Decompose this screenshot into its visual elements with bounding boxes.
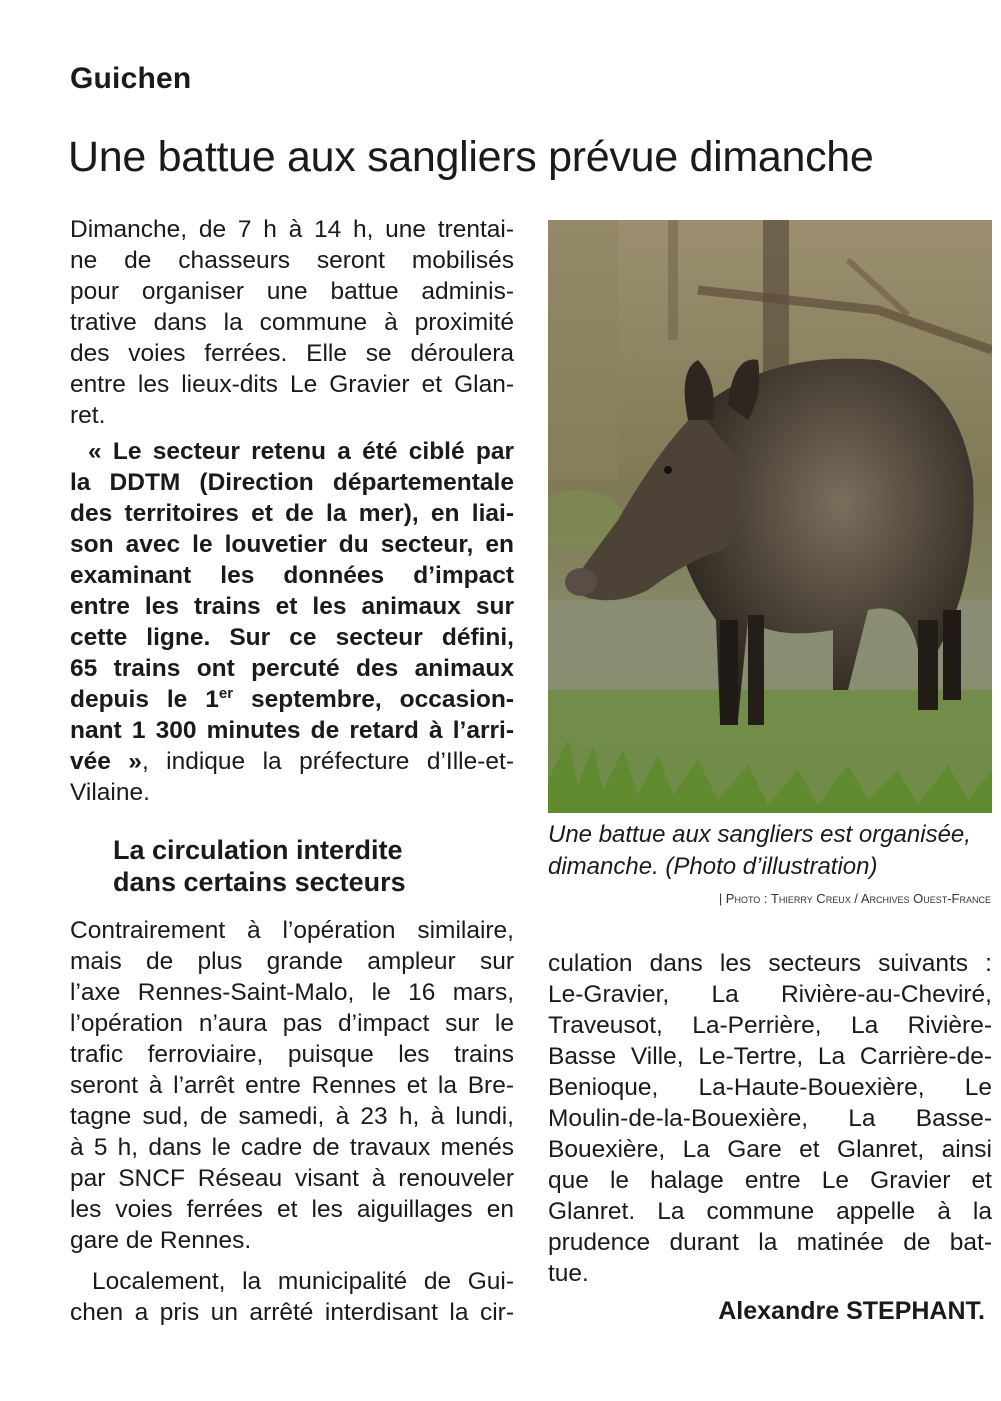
text-line: ne de chasseurs seront mobilisés (70, 247, 514, 274)
text-line: tue. (548, 1260, 589, 1287)
text-line: Le-Gravier, La Rivière-au-Cheviré, (548, 981, 992, 1008)
text-line: chen a pris un arrêté interdisant la cir- (70, 1299, 514, 1326)
text-line: gare de Rennes. (70, 1227, 252, 1254)
text-line: Vilaine. (70, 779, 150, 806)
text-line: par SNCF Réseau visant à renouveler (70, 1165, 514, 1192)
text-line: Bouexière, La Gare et Glanret, ainsi (548, 1136, 992, 1163)
text-line: l’axe Rennes-Saint-Malo, le 16 mars, (70, 979, 514, 1006)
quote-line: des territoires et de la mer), en liai- (70, 500, 514, 527)
text-line: seront à l’arrêt entre Rennes et la Bre- (70, 1072, 514, 1099)
text-line: des voies ferrées. Elle se déroulera (70, 340, 514, 367)
quote-end: vée » (70, 748, 142, 775)
text-line: Localement, la municipalité de Gui- (92, 1268, 514, 1295)
text-line: Moulin-de-la-Bouexière, La Basse- (548, 1105, 992, 1132)
text-line: Traveusot, La-Perrière, La Rivière- (548, 1012, 992, 1039)
text-line: que le halage entre Le Gravier et (548, 1167, 992, 1194)
photo-credit: | Photo : Thierry Creux / Archives Ouest-France (718, 891, 991, 906)
headline: Une battue aux sangliers prévue dimanche (68, 133, 874, 181)
text-line: à 5 h, dans le cadre de travaux menés (70, 1134, 514, 1161)
text-line: trative dans la commune à proximité (70, 309, 514, 336)
text-line: Basse Ville, Le-Tertre, La Carrière-de- (548, 1043, 992, 1070)
quote-line-september (70, 684, 514, 715)
text-line: Glanret. La commune appelle à la (548, 1198, 992, 1225)
text-line: entre les lieux-dits Le Gravier et Glan- (70, 371, 514, 398)
attribution: , indique la préfecture d’Ille-et- (141, 748, 514, 775)
text-line: ret. (70, 402, 106, 429)
author-signature: Alexandre STEPHANT. (718, 1297, 985, 1325)
text-line: mais de plus grande ampleur sur (70, 948, 514, 975)
quote-line: « Le secteur retenu a été ciblé par (88, 438, 514, 465)
wild-boar-photo (548, 220, 992, 813)
quote-attribution-line (70, 746, 514, 777)
text-line: prudence durant la matinée de bat- (548, 1229, 992, 1256)
text-line: tagne sud, de samedi, à 23 h, à lundi, (70, 1103, 514, 1130)
text-line: pour organiser une battue adminis- (70, 278, 514, 305)
quote-fragment: depuis le 1 (70, 686, 219, 713)
text-line: Benioque, La-Haute-Bouexière, Le (548, 1074, 992, 1101)
text-line: l’opération n’aura pas d’impact sur le (70, 1010, 514, 1037)
quote-line: la DDTM (Direction départementale (70, 469, 514, 496)
quote-line: son avec le louvetier du secteur, en (70, 531, 514, 558)
quote-line: examinant les données d’impact (70, 562, 514, 589)
text-line: culation dans les secteurs suivants : (548, 950, 992, 977)
quote-line: cette ligne. Sur ce secteur défini, (70, 624, 514, 651)
quote-line: 65 trains ont percuté des animaux (70, 655, 514, 682)
text-line: trafic ferroviaire, puisque les trains (70, 1041, 514, 1068)
subheading-line: La circulation interdite (113, 835, 403, 865)
text-line: les voies ferrées et les aiguillages en (70, 1196, 514, 1223)
quote-line: entre les trains et les animaux sur (70, 593, 514, 620)
subheading-line: dans certains secteurs (113, 867, 406, 897)
text-line: Dimanche, de 7 h à 14 h, une trentai- (70, 216, 514, 243)
text-line: Contrairement à l’opération similaire, (70, 917, 514, 944)
quote-fragment: septembre, occasion- (233, 686, 514, 713)
photo-caption-line: dimanche. (Photo d’illustration) (548, 853, 878, 880)
photo-caption-line: Une battue aux sangliers est organisée, (548, 821, 971, 848)
ordinal-suffix: er (218, 684, 234, 702)
kicker-location: Guichen (70, 62, 192, 95)
quote-line: nant 1 300 minutes de retard à l’arri- (70, 717, 514, 744)
